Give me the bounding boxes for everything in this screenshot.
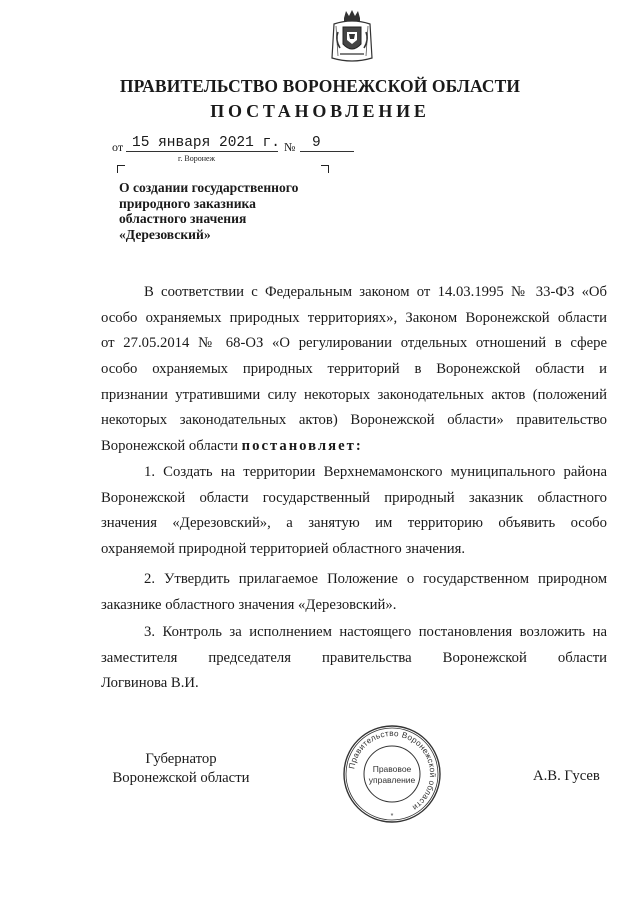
decree-word: постановляет: (241, 438, 363, 455)
document-date: 15 января 2021 г. (132, 135, 280, 151)
signatory-title-line: Губернатор (145, 751, 217, 767)
coat-of-arms-icon (330, 8, 374, 64)
text-line: 3. Контроль за исполнением настоящего постановления возложить на (144, 624, 607, 640)
text-line (101, 434, 607, 460)
text-line: Логвинова В.И. (101, 675, 199, 692)
stamp-center-line: Правовое (372, 764, 412, 774)
subject-line: областного значения (119, 211, 247, 227)
stamp-star-icon: * (390, 813, 394, 820)
document-subject (119, 180, 298, 243)
text-line: заказнике областного значения «Дерезовский». (101, 596, 397, 613)
corner-bracket-left (117, 165, 125, 173)
text-line: от 27.05.2014 № 68-ОЗ «О регулировании отдельных отношений в сфере (101, 335, 607, 352)
number-prefix: № (284, 140, 296, 154)
official-stamp (342, 724, 442, 824)
stamp-ring-text: Правительство Воронежской области (347, 728, 438, 813)
signatory-name: А.В. Гусев (533, 768, 600, 784)
text-line: признании утратившими силу некоторых законодательных актов (положений (101, 386, 607, 403)
date-prefix: от (112, 140, 124, 154)
subject-line: О создании государственного (119, 180, 299, 195)
signatory-title (101, 750, 261, 788)
text-line: значения «Дерезовский», а занятую им территорию объявить особо (101, 515, 607, 532)
item-3-paragraph (101, 620, 607, 697)
item-1-paragraph (101, 460, 607, 563)
text-line: особо охраняемых природных территориях», Законом Воронежской области (101, 309, 607, 326)
document-type: ПОСТАНОВЛЕНИЕ (210, 101, 430, 121)
number-underline (300, 151, 354, 152)
text-line: некоторых законодательных актов) Воронежской области» правительство (101, 412, 607, 429)
item-2-paragraph (101, 567, 607, 618)
date-underline (126, 151, 278, 152)
text-line: заместителя председателя правительства Воронежской области (101, 649, 607, 666)
text-line: В соответствии с Федеральным законом от 14.03.1995 № 33-ФЗ «Об (144, 284, 607, 300)
corner-bracket-right (321, 165, 329, 173)
city: г. Воронеж (178, 154, 216, 163)
text-line: 2. Утвердить прилагаемое Положение о государственном природном (144, 571, 607, 587)
preamble-paragraph (101, 280, 607, 460)
government-name: ПРАВИТЕЛЬСТВО ВОРОНЕЖСКОЙ ОБЛАСТИ (119, 76, 521, 96)
text-line: особо охраняемых природных территорий в Воронежской области и (101, 361, 607, 378)
text-line: Воронежской области государственный природный заказник областного (101, 489, 607, 506)
subject-line: природного заказника (119, 195, 256, 211)
text-line: охраняемой природной территорией областного значения. (101, 541, 466, 558)
date-number-line (112, 137, 372, 157)
stamp-center-line: управление (368, 775, 416, 785)
text-line: 1. Создать на территории Верхнемамонского муниципального района (144, 464, 607, 480)
document-number: 9 (312, 135, 321, 151)
subject-line: «Дерезовский» (119, 227, 211, 243)
preamble-last: Воронежской области (101, 438, 238, 455)
signatory-title-line: Воронежской области (112, 770, 250, 786)
